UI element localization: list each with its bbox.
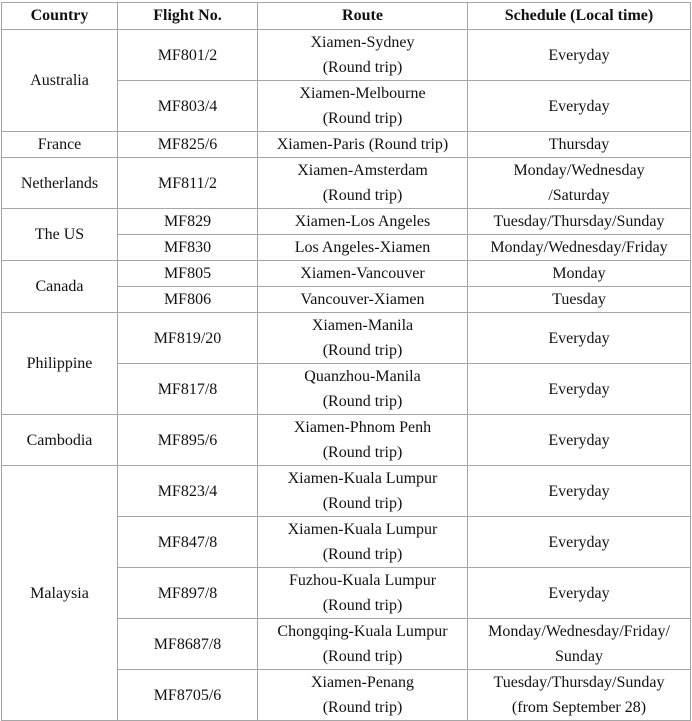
route-line: Xiamen-Los Angeles: [294, 213, 431, 230]
flight-no-cell: MF805: [118, 261, 258, 287]
table-row: [2, 261, 691, 287]
route-line: (Round trip): [322, 187, 403, 204]
country-cell: Cambodia: [2, 415, 118, 466]
schedule-line: Everyday: [548, 329, 610, 347]
route-cell: [258, 466, 468, 517]
schedule-cell: [468, 670, 691, 721]
header-row: [2, 3, 691, 30]
header-route: Route: [258, 3, 468, 30]
route-line: (Round trip): [322, 699, 403, 716]
route-line: (Round trip): [322, 597, 403, 614]
route-line: Chongqing-Kuala Lumpur: [277, 623, 448, 640]
schedule-line: Everyday: [548, 431, 610, 449]
schedule-cell: [468, 30, 691, 81]
country-cell: Australia: [2, 30, 118, 132]
route-line: (Round trip): [322, 495, 403, 512]
schedule-cell: [468, 619, 691, 670]
schedule-cell: [468, 364, 691, 415]
route-cell: [258, 619, 468, 670]
country-cell: The US: [2, 209, 118, 261]
table-row: [2, 209, 691, 235]
flight-no-cell: MF897/8: [118, 568, 258, 619]
flight-no-cell: MF817/8: [118, 364, 258, 415]
schedule-line: Tuesday: [552, 291, 606, 308]
schedule-line: Tuesday/Thursday/Sunday: [493, 674, 665, 691]
route-cell: [258, 81, 468, 132]
route-line: Xiamen-Paris (Round trip): [276, 136, 449, 153]
route-line: Los Angeles-Xiamen: [294, 239, 431, 256]
route-line: (Round trip): [322, 110, 403, 127]
schedule-cell: [468, 568, 691, 619]
flight-no-cell: MF819/20: [118, 313, 258, 364]
route-line: (Round trip): [322, 342, 403, 359]
schedule-line: Everyday: [548, 380, 610, 398]
route-cell: [258, 415, 468, 466]
route-cell: [258, 158, 468, 209]
country-cell: Netherlands: [2, 158, 118, 209]
route-line: (Round trip): [322, 648, 403, 665]
route-line: Xiamen-Melbourne: [299, 85, 426, 102]
schedule-line: Everyday: [548, 533, 610, 551]
route-line: (Round trip): [322, 546, 403, 563]
schedule-cell: [468, 132, 691, 158]
schedule-line: Sunday: [555, 648, 603, 665]
schedule-cell: [468, 81, 691, 132]
table-row: [2, 158, 691, 209]
schedule-cell: [468, 415, 691, 466]
route-cell: [258, 132, 468, 158]
flight-no-cell: MF895/6: [118, 415, 258, 466]
route-line: Xiamen-Kuala Lumpur: [287, 521, 438, 538]
flight-no-cell: MF803/4: [118, 81, 258, 132]
header-schedule: Schedule (Local time): [468, 3, 691, 30]
schedule-line: Everyday: [548, 97, 610, 115]
route-line: Xiamen-Kuala Lumpur: [287, 470, 438, 487]
schedule-cell: [468, 466, 691, 517]
flight-schedule-table: [1, 2, 691, 721]
flight-no-cell: MF8705/6: [118, 670, 258, 721]
country-cell: France: [2, 132, 118, 158]
schedule-line: Monday/Wednesday/Friday/: [488, 623, 670, 640]
flight-no-cell: MF823/4: [118, 466, 258, 517]
route-line: Xiamen-Sydney: [310, 34, 415, 51]
table-row: [2, 30, 691, 81]
schedule-cell: [468, 261, 691, 287]
flight-no-cell: MF830: [118, 235, 258, 261]
flight-no-cell: MF847/8: [118, 517, 258, 568]
schedule-cell: [468, 287, 691, 313]
schedule-line: Tuesday/Thursday/Sunday: [493, 213, 665, 230]
schedule-line: Monday/Wednesday: [513, 162, 645, 179]
route-line: (Round trip): [322, 444, 403, 461]
route-line: (Round trip): [322, 59, 403, 76]
route-line: Xiamen-Vancouver: [300, 265, 425, 282]
route-cell: [258, 517, 468, 568]
route-cell: [258, 313, 468, 364]
route-cell: [258, 209, 468, 235]
route-line: Xiamen-Amsterdam: [297, 162, 428, 179]
route-line: Quanzhou-Manila: [304, 368, 421, 385]
schedule-line: (from September 28): [511, 699, 647, 716]
route-cell: [258, 670, 468, 721]
schedule-cell: [468, 158, 691, 209]
schedule-line: Monday: [552, 265, 606, 282]
schedule-cell: [468, 313, 691, 364]
flight-no-cell: MF806: [118, 287, 258, 313]
table-row: [2, 466, 691, 517]
route-cell: [258, 261, 468, 287]
schedule-cell: [468, 517, 691, 568]
header-country: Country: [2, 3, 118, 30]
schedule-line: /Saturday: [548, 187, 610, 204]
schedule-line: Thursday: [548, 136, 610, 153]
flight-no-cell: MF8687/8: [118, 619, 258, 670]
route-cell: [258, 30, 468, 81]
schedule-line: Monday/Wednesday/Friday: [490, 239, 668, 256]
schedule-line: Everyday: [548, 482, 610, 500]
schedule-line: Everyday: [548, 46, 610, 64]
country-cell: Canada: [2, 261, 118, 313]
route-cell: [258, 287, 468, 313]
flight-no-cell: MF801/2: [118, 30, 258, 81]
country-cell: Philippine: [2, 313, 118, 415]
route-line: Vancouver-Xiamen: [300, 291, 425, 308]
route-line: Xiamen-Manila: [311, 317, 414, 334]
route-cell: [258, 364, 468, 415]
table-body: [2, 30, 691, 721]
route-cell: [258, 568, 468, 619]
flight-no-cell: MF829: [118, 209, 258, 235]
route-line: Xiamen-Phnom Penh: [293, 419, 432, 436]
route-line: Xiamen-Penang: [310, 674, 415, 691]
table-row: [2, 313, 691, 364]
route-line: (Round trip): [322, 393, 403, 410]
route-line: Fuzhou-Kuala Lumpur: [288, 572, 437, 589]
schedule-line: Everyday: [548, 584, 610, 602]
schedule-cell: [468, 209, 691, 235]
table-row: [2, 415, 691, 466]
route-cell: [258, 235, 468, 261]
header-flight-no: Flight No.: [118, 3, 258, 30]
schedule-cell: [468, 235, 691, 261]
flight-no-cell: MF811/2: [118, 158, 258, 209]
country-cell: Malaysia: [2, 466, 118, 721]
table-row: [2, 132, 691, 158]
flight-no-cell: MF825/6: [118, 132, 258, 158]
